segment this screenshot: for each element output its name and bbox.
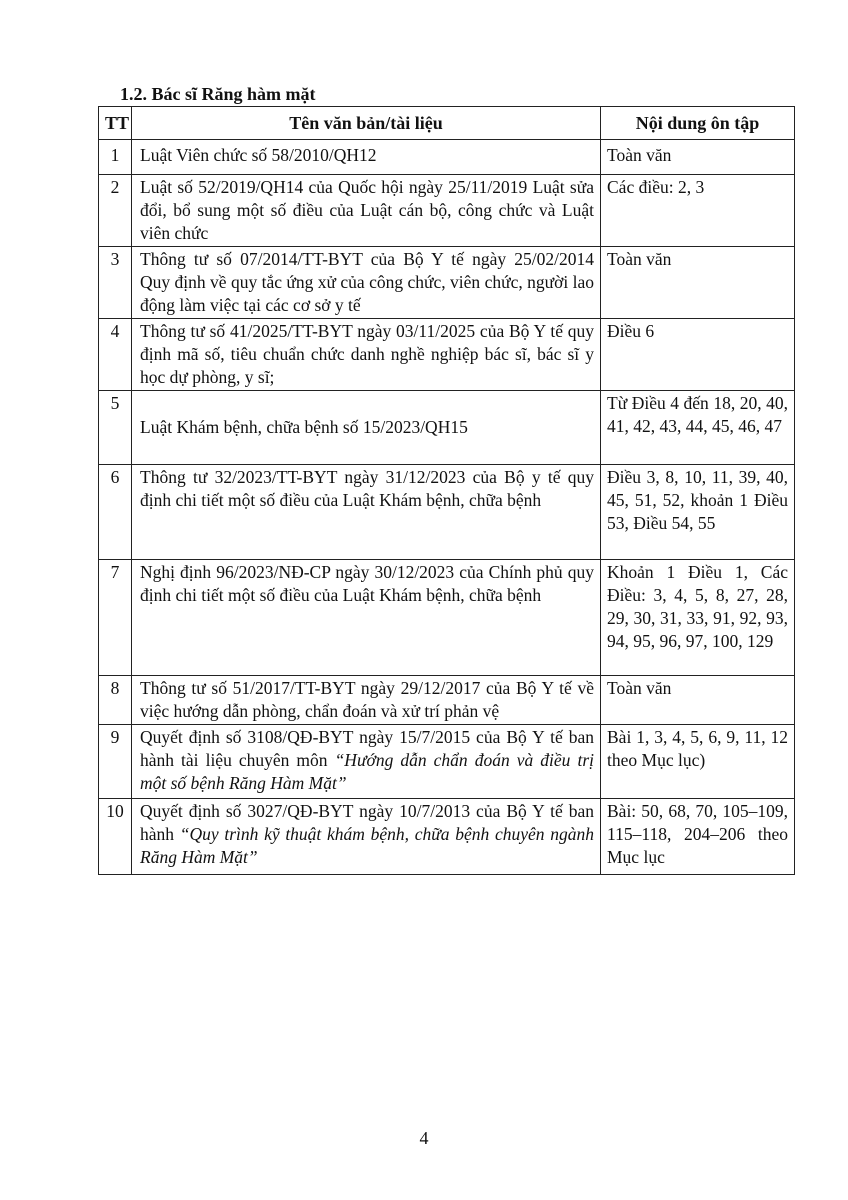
review-content: Điều 6 [601, 319, 795, 391]
table-row [99, 799, 795, 875]
table-row [99, 175, 795, 247]
page-number: 4 [419, 1128, 429, 1148]
row-number: 4 [99, 319, 132, 391]
row-number: 7 [99, 560, 132, 676]
document-title-italic: “Quy trình kỹ thuật khám bệnh, chữa bệnh chuyên ngành Răng Hàm Mặt” [140, 824, 594, 867]
table-header-row [99, 107, 795, 140]
table-row [99, 676, 795, 725]
row-number: 2 [99, 175, 132, 247]
document-name [132, 799, 601, 875]
review-documents-table [98, 106, 795, 875]
review-content: Bài: 50, 68, 70, 105–109, 115–118, 204–206 theo Mục lục [601, 799, 795, 875]
table-row [99, 140, 795, 175]
document-title-italic: “Hướng dẫn chẩn đoán và điều trị một số bệnh Răng Hàm Mặt” [140, 750, 594, 793]
table-row [99, 725, 795, 799]
document-name: Thông tư 32/2023/TT-BYT ngày 31/12/2023 của Bộ y tế quy định chi tiết một số điều của Luật Khám bệnh, chữa bệnh [132, 465, 601, 560]
document-name: Thông tư số 41/2025/TT-BYT ngày 03/11/2025 của Bộ Y tế quy định mã số, tiêu chuẩn chức danh nghề nghiệp bác sĩ, bác sĩ y học dự phòng, y sĩ; [132, 319, 601, 391]
header-document-name: Tên văn bản/tài liệu [132, 107, 601, 140]
table-row [99, 319, 795, 391]
header-review-content: Nội dung ôn tập [601, 107, 795, 140]
review-content: Điều 3, 8, 10, 11, 39, 40, 45, 51, 52, khoản 1 Điều 53, Điều 54, 55 [601, 465, 795, 560]
row-number: 9 [99, 725, 132, 799]
row-number: 10 [99, 799, 132, 875]
document-name-prefix: Quyết định số 3108/QĐ-BYT ngày 15/7/2015 của Bộ Y tế ban hành tài liệu chuyên môn [140, 727, 594, 770]
review-content: Các điều: 2, 3 [601, 175, 795, 247]
document-name-prefix: Quyết định số 3027/QĐ-BYT ngày 10/7/2013 của Bộ Y tế ban hành [140, 801, 594, 844]
document-name: Luật số 52/2019/QH14 của Quốc hội ngày 25/11/2019 Luật sửa đổi, bổ sung một số điều của Luật cán bộ, công chức và Luật viên chức [132, 175, 601, 247]
review-content: Bài 1, 3, 4, 5, 6, 9, 11, 12 theo Mục lục) [601, 725, 795, 799]
table-row [99, 560, 795, 676]
review-content: Từ Điều 4 đến 18, 20, 40, 41, 42, 43, 44, 45, 46, 47 [601, 391, 795, 465]
table-row [99, 465, 795, 560]
document-name: Thông tư số 07/2014/TT-BYT của Bộ Y tế ngày 25/02/2014 Quy định về quy tắc ứng xử của công chức, viên chức, người lao động làm việc tại các cơ sở y tế [132, 247, 601, 319]
review-content: Toàn văn [601, 676, 795, 725]
row-number: 6 [99, 465, 132, 560]
row-number: 5 [99, 391, 132, 465]
row-number: 1 [99, 140, 132, 175]
document-name: Luật Viên chức số 58/2010/QH12 [132, 140, 601, 175]
review-content: Toàn văn [601, 247, 795, 319]
header-tt: TT [99, 107, 132, 140]
document-name: Thông tư số 51/2017/TT-BYT ngày 29/12/2017 của Bộ Y tế về việc hướng dẫn phòng, chẩn đoán và xử trí phản vệ [132, 676, 601, 725]
row-number: 8 [99, 676, 132, 725]
document-name [132, 725, 601, 799]
review-content: Toàn văn [601, 140, 795, 175]
document-name: Nghị định 96/2023/NĐ-CP ngày 30/12/2023 của Chính phủ quy định chi tiết một số điều của Luật Khám bệnh, chữa bệnh [132, 560, 601, 676]
section-heading: 1.2. Bác sĩ Răng hàm mặt [120, 84, 316, 104]
table-row [99, 391, 795, 465]
review-content: Khoản 1 Điều 1, Các Điều: 3, 4, 5, 8, 27, 28, 29, 30, 31, 33, 91, 92, 93, 94, 95, 96, 97, 100, 129 [601, 560, 795, 676]
row-number: 3 [99, 247, 132, 319]
document-name: Luật Khám bệnh, chữa bệnh số 15/2023/QH15 [132, 391, 601, 465]
table-row [99, 247, 795, 319]
